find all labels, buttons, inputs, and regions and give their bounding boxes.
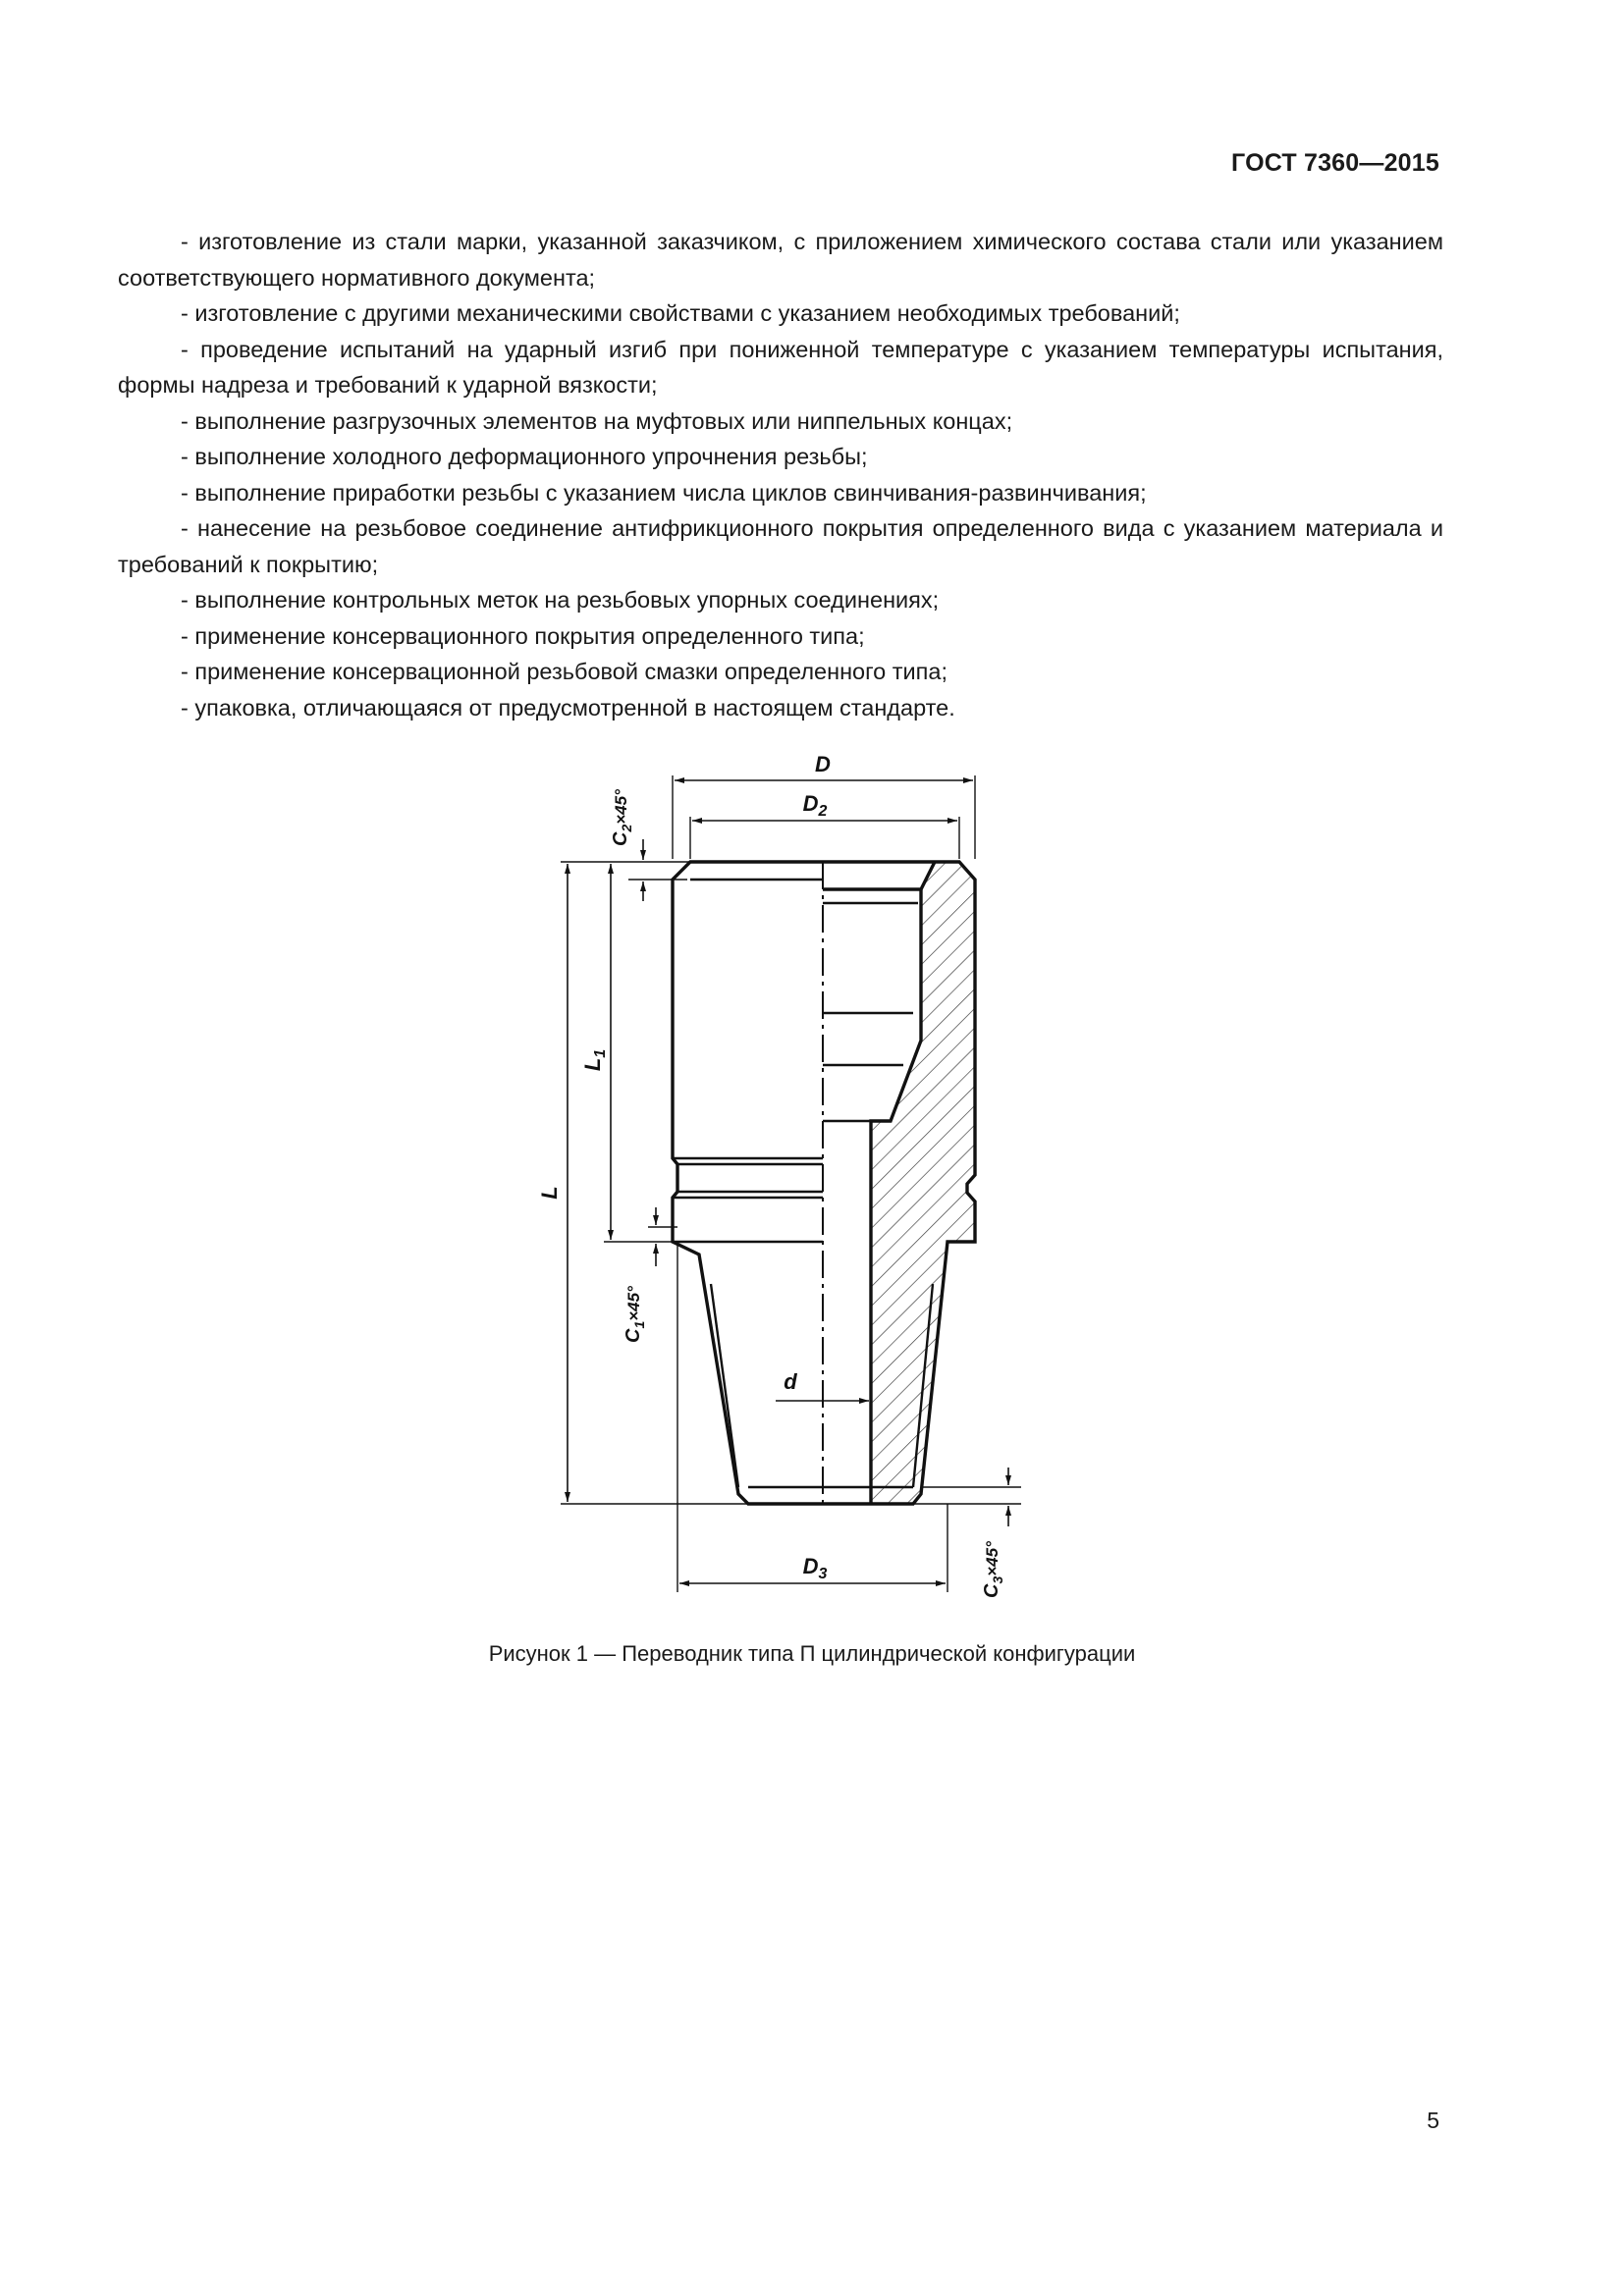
hatched-section — [871, 862, 975, 1504]
label-D: D — [815, 752, 831, 776]
label-D3: $D_3$ — [802, 1554, 828, 1582]
list-item: - выполнение приработки резьбы с указанием числа циклов свинчивания-развинчивания; — [181, 479, 1147, 506]
label-D2: $D_2$ — [802, 791, 828, 820]
label-L: L — [537, 1186, 562, 1200]
list-item: - нанесение на резьбовое соединение антифрикционного покрытия определенного вида с указанием материала и требований к покрытию; — [118, 515, 1443, 577]
label-C2: $C_2^{\times 45^\circ}$ — [610, 789, 634, 846]
list-item: - применение консервационной резьбовой смазки определенного типа; — [181, 659, 947, 684]
list-item: - выполнение холодного деформационного упрочнения резьбы; — [181, 444, 868, 469]
list-item: - проведение испытаний на ударный изгиб при пониженной температуре с указанием температуры испытания, формы надреза и требований к ударной вязкости; — [118, 336, 1443, 398]
list-item: - выполнение разгрузочных элементов на муфтовых или ниппельных концах; — [181, 407, 1013, 434]
list-item: - применение консервационного покрытия определенного типа; — [181, 622, 865, 649]
list-item: - изготовление из стали марки, указанной заказчиком, с приложением химического состава стали или указанием соответствующего нормативного документа; — [118, 229, 1443, 291]
list-item: - упаковка, отличающаяся от предусмотренной в настоящем стандарте. — [181, 694, 955, 721]
label-d: d — [784, 1369, 797, 1394]
figure-caption: Рисунок 1 — Переводник типа П цилиндрической конфигурации — [488, 1641, 1136, 1666]
document-header: ГОСТ 7360—2015 — [1231, 149, 1439, 177]
label-L1: $L_1$ — [580, 1048, 609, 1072]
label-C1: $C_1^{\times 45^\circ}$ — [623, 1286, 647, 1343]
list-item: - изготовление с другими механическими свойствами с указанием необходимых требований; — [181, 300, 1180, 326]
list-item: - выполнение контрольных меток на резьбовых упорных соединениях; — [181, 587, 940, 613]
page-number: 5 — [1427, 2108, 1439, 2133]
label-C3: $C_3^{\times 45^\circ}$ — [981, 1541, 1005, 1598]
